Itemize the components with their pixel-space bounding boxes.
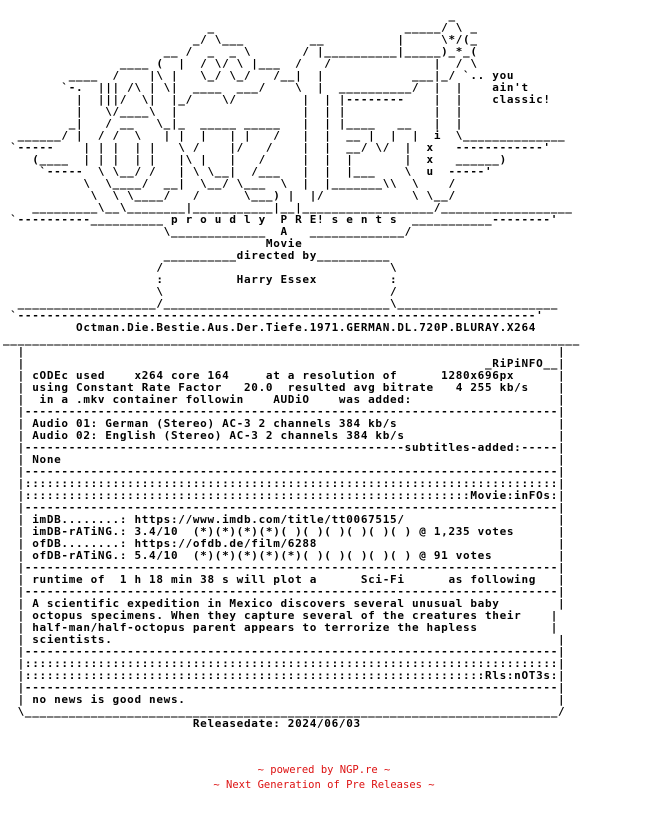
footer-powered-by: ~ powered by NGP.re ~ <box>257 764 391 776</box>
footer-tagline: ~ Next Generation of Pre Releases ~ <box>213 779 435 791</box>
nfo-ascii-art-text: _ _ _____/ \ _ _/ \___ __ | \*/(_ __ / _ _ \ / |__________|_____)_*_( ____ ( | / \/ \ |___ / / | / \ ____ / |\ | \_/ \_/ /__| | ___|_/ `.. you `-. ||| /\ | \| ____ ___/ \ | __________/ | | ain't | |||/ \| |_/ \/ | | |-------- | | classic! | \/____\ | | | | | | _| / __ \_|_ _____ _____ | | |____ __ | | ______/ | / / \ | | | | | / | | __ | | | i \______________ `----- | | | | | \ / |/ / | | __/ \/ | x ------------' (____ | | | | | |\ | | / | | | | x ______) `----- \ \__/ / | \ \__| /___ | | |___ \ u -----' \ \____/ __| \__/ \___ \ | |_______\\ \ / \ \ \____/ / \___) | |/ \ \__/ _________\__\________|___________|__|__________________/__________________ `----------__________ p r o u d l y P R E! s e n t s ___________--------' \_____________ A _____________/ Movie __________directed by__________ / \ : Harry Essex : \ / ___________________/_______________________________\______________________ `-----------------------------------------------------------------------' Octman.Die.Bestie.Aus.Der.Tiefe.1971.GERMAN.DL.720P.BLURAY.X264 _______________________________________________________________________________ | | | _RiPiNFO__| | cODEc used x264 core 164 at a resolution of 1280x696px | | using Constant Rate Factor 20.0 resulted avg bitrate 4 255 kb/s | | in a .mkv container followin AUDiO was added: | |-------------------------------------------------------------------------| | Audio 01: German (Stereo) AC-3 2 channels 384 kb/s | | Audio 02: English (Stereo) AC-3 2 channels 384 kb/s | |----------------------------------------------------subtitles-added:-----| | None | |-------------------------------------------------------------------------| |:::::::::::::::::::::::::::::::::::::::::::::::::::::::::::::::::::::::::| |:::::::::::::::::::::::::::::::::::::::::::::::::::::::::::::Movie:inFOs:| |-------------------------------------------------------------------------| | imDB........: https://www.imdb.com/title/tt0067515/ | | imDB-rATiNG.: 3.4/10 (*)(*)(*)(*)( )( )( )( )( )( ) @ 1,235 votes | | ofDB........: https://ofdb.de/film/6288 | | ofDB-rATiNG.: 5.4/10 (*)(*)(*)(*)(*)( )( )( )( )( ) @ 91 votes | |-------------------------------------------------------------------------| | runtime of 1 h 18 min 38 s will plot a Sci-Fi as following | |-------------------------------------------------------------------------| | A scientific expedition in Mexico discovers several unusual baby | | octopus specimens. When they capture several of the creatures their | | half-man/half-octopus parent appears to terrorize the hapless | | scientists. | |-------------------------------------------------------------------------| |:::::::::::::::::::::::::::::::::::::::::::::::::::::::::::::::::::::::::| |:::::::::::::::::::::::::::::::::::::::::::::::::::::::::::::::Rls:nOT3s:| |-------------------------------------------------------------------------| | no news is good news. | \_________________________________________________________________________/ Releasedate: 2024/06/03 <box>3 9 580 730</box>
footer <box>0 763 648 793</box>
